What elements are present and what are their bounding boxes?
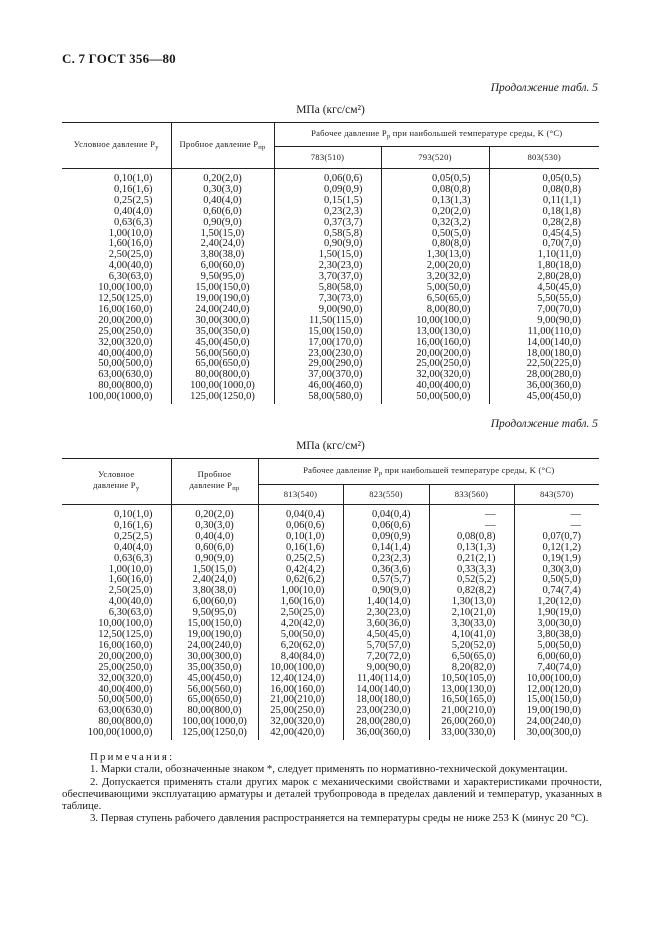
table-cell: 0,16(1,6) xyxy=(62,521,171,532)
table-cell: 4,20(42,0) xyxy=(258,619,343,630)
table-cell: 80,00(800,0) xyxy=(171,370,274,381)
table-cell: 6,00(60,0) xyxy=(171,597,258,608)
table-cell: 63,00(630,0) xyxy=(62,370,171,381)
note-item: 2. Допускается применять стали других марок с механическими свойствами и характеристиками прочности, обеспечивающими эксплуатацию арматуры и деталей трубопровода в пределах давлений и температур, указанных в таблице. xyxy=(62,775,602,813)
table-cell: 6,30(63,0) xyxy=(62,272,171,283)
table-cell: 125,00(1250,0) xyxy=(171,392,274,404)
table-cell: 2,30(23,0) xyxy=(343,608,429,619)
table-cell: 1,30(13,0) xyxy=(429,597,514,608)
table-cell: 2,80(28,0) xyxy=(489,272,599,283)
table-cell: 0,04(0,4) xyxy=(258,505,343,521)
table-cell: 100,00(1000,0) xyxy=(62,392,171,404)
table-cell: 3,70(37,0) xyxy=(274,272,381,283)
table-cell: 18,00(180,0) xyxy=(489,349,599,360)
table-cell: 0,30(3,0) xyxy=(171,521,258,532)
table-cell: 1,30(13,0) xyxy=(381,250,489,261)
table-row xyxy=(62,207,599,218)
table-cell: 0,63(6,3) xyxy=(62,218,171,229)
table-cell: 16,00(160,0) xyxy=(62,641,171,652)
table-cell: 1,00(10,0) xyxy=(62,229,171,240)
table-cell: 2,00(20,0) xyxy=(381,261,489,272)
table-cell: 5,00(50,0) xyxy=(514,641,599,652)
table-cell: 2,40(24,0) xyxy=(171,239,274,250)
table-cell: 12,40(124,0) xyxy=(258,674,343,685)
table-cell: 45,00(450,0) xyxy=(489,392,599,404)
table-cell: 45,00(450,0) xyxy=(171,674,258,685)
table-cell: 2,50(25,0) xyxy=(62,586,171,597)
table-cell: 10,00(100,0) xyxy=(258,663,343,674)
continuation-label-1: Продолжение табл. 5 xyxy=(490,82,598,94)
table-cell: 0,04(0,4) xyxy=(343,505,429,521)
table-cell: 0,63(6,3) xyxy=(62,554,171,565)
table-cell: 20,00(200,0) xyxy=(62,316,171,327)
table-cell: 40,00(400,0) xyxy=(381,381,489,392)
table-cell: 24,00(240,0) xyxy=(514,717,599,728)
table-row xyxy=(62,327,599,338)
table-cell: 7,00(70,0) xyxy=(489,305,599,316)
table-cell: 0,40(4,0) xyxy=(62,207,171,218)
table-cell: 36,00(360,0) xyxy=(343,728,429,740)
header-test-pressure: Пробное давление $P_{пр}$ xyxy=(171,123,274,169)
table-cell: 0,08(0,8) xyxy=(381,185,489,196)
table-cell: 21,00(210,0) xyxy=(429,706,514,717)
table-cell: 25,00(250,0) xyxy=(62,663,171,674)
table-cell: 13,00(130,0) xyxy=(429,685,514,696)
note-item: 3. Первая ступень рабочего давления распространяется на температуры среды не ниже 253 K (минус 20 °C). xyxy=(90,812,589,825)
table-cell: 0,12(1,2) xyxy=(514,543,599,554)
table-cell: 0,07(0,7) xyxy=(514,532,599,543)
table-cell: 0,18(1,8) xyxy=(489,207,599,218)
table-cell: 29,00(290,0) xyxy=(274,359,381,370)
table-cell: 10,50(105,0) xyxy=(429,674,514,685)
table-cell: 58,00(580,0) xyxy=(274,392,381,404)
header-conditional-pressure: Условное давление $P_y$ xyxy=(62,123,171,169)
table-cell: 0,57(5,7) xyxy=(343,575,429,586)
table-cell: 50,00(500,0) xyxy=(381,392,489,404)
table-cell: — xyxy=(429,505,514,521)
table-cell: 100,00(1000,0) xyxy=(62,728,171,740)
table-cell: 16,00(160,0) xyxy=(62,305,171,316)
note-item: 1. Марки стали, обозначенные знаком *, следует применять по нормативно-технической документации. xyxy=(90,763,568,776)
table-cell: 0,25(2,5) xyxy=(258,554,343,565)
table-cell: 0,82(8,2) xyxy=(429,586,514,597)
table-cell: 8,00(80,0) xyxy=(381,305,489,316)
pressure-table-1 xyxy=(62,122,599,404)
table-cell: 1,50(15,0) xyxy=(274,250,381,261)
header-temperature: 803(530) xyxy=(489,147,599,169)
table-cell: 19,00(190,0) xyxy=(514,706,599,717)
table-row xyxy=(62,674,599,685)
table-cell: 40,00(400,0) xyxy=(62,685,171,696)
table-row xyxy=(62,728,599,740)
page-header: С. 7 ГОСТ 356—80 xyxy=(62,51,176,66)
header-temperature: 813(540) xyxy=(258,485,343,505)
table-cell: 15,00(150,0) xyxy=(171,619,258,630)
header-test-pressure: Пробное давление $P_{пр}$ xyxy=(171,459,258,505)
table-cell: 0,25(2,5) xyxy=(62,196,171,207)
table-cell: 4,00(40,0) xyxy=(62,261,171,272)
table-cell: 0,08(0,8) xyxy=(489,185,599,196)
table-cell: 0,10(1,0) xyxy=(258,532,343,543)
table-cell: 30,00(300,0) xyxy=(171,652,258,663)
table-cell: 0,42(4,2) xyxy=(258,565,343,576)
table-cell: 36,00(360,0) xyxy=(489,381,599,392)
table-cell: 1,50(15,0) xyxy=(171,565,258,576)
table-cell: 14,00(140,0) xyxy=(489,338,599,349)
table-cell: 0,20(2,0) xyxy=(171,169,274,185)
table-cell: 50,00(500,0) xyxy=(62,359,171,370)
table-cell: 100,00(1000,0) xyxy=(171,717,258,728)
table-row xyxy=(62,392,599,404)
table-cell: 0,80(8,0) xyxy=(381,239,489,250)
table-cell: 100,00(1000,0) xyxy=(171,381,274,392)
table-cell: 28,00(280,0) xyxy=(489,370,599,381)
table-cell: 0,06(0,6) xyxy=(274,169,381,185)
table-cell: 15,00(150,0) xyxy=(274,327,381,338)
table-cell: 0,13(1,3) xyxy=(429,543,514,554)
table-cell: 2,30(23,0) xyxy=(274,261,381,272)
table-cell: 5,80(58,0) xyxy=(274,283,381,294)
table-cell: 5,70(57,0) xyxy=(343,641,429,652)
table-cell: 0,05(0,5) xyxy=(489,169,599,185)
table-cell: 4,50(45,0) xyxy=(343,630,429,641)
table-cell: 1,20(12,0) xyxy=(514,597,599,608)
table-cell: 0,90(9,0) xyxy=(171,554,258,565)
table-cell: 6,00(60,0) xyxy=(171,261,274,272)
header-conditional-pressure: Условное давление $P_y$ xyxy=(62,459,171,505)
header-temperature: 793(520) xyxy=(381,147,489,169)
table-cell: 3,80(38,0) xyxy=(514,630,599,641)
table-cell: 0,40(4,0) xyxy=(62,543,171,554)
table-cell: 14,00(140,0) xyxy=(343,685,429,696)
table-cell: 25,00(250,0) xyxy=(258,706,343,717)
table-cell: 6,50(65,0) xyxy=(381,294,489,305)
table-cell: 50,00(500,0) xyxy=(62,695,171,706)
table-cell: 1,00(10,0) xyxy=(62,565,171,576)
table-cell: 0,30(3,0) xyxy=(514,565,599,576)
table-cell: 9,00(90,0) xyxy=(274,305,381,316)
table-cell: 35,00(350,0) xyxy=(171,663,258,674)
table-cell: 0,15(1,5) xyxy=(274,196,381,207)
table-body xyxy=(62,169,599,405)
table-cell: — xyxy=(429,521,514,532)
table-cell: 40,00(400,0) xyxy=(62,349,171,360)
table-cell: 30,00(300,0) xyxy=(171,316,274,327)
table-cell: 9,50(95,0) xyxy=(171,272,274,283)
table-cell: 0,21(2,1) xyxy=(429,554,514,565)
table-cell: 12,50(125,0) xyxy=(62,630,171,641)
table-cell: 56,00(560,0) xyxy=(171,685,258,696)
table-cell: 1,60(16,0) xyxy=(62,239,171,250)
table-cell: 0,90(9,0) xyxy=(343,586,429,597)
table-cell: 0,23(2,3) xyxy=(343,554,429,565)
notes-title: Примечания: xyxy=(90,751,175,763)
continuation-label-2: Продолжение табл. 5 xyxy=(490,418,598,430)
table-cell: 28,00(280,0) xyxy=(343,717,429,728)
table-cell: 0,60(6,0) xyxy=(171,207,274,218)
table-cell: 6,50(65,0) xyxy=(429,652,514,663)
table-cell: 1,10(11,0) xyxy=(489,250,599,261)
table-cell: 0,14(1,4) xyxy=(343,543,429,554)
table-cell: 4,50(45,0) xyxy=(489,283,599,294)
table-cell: 7,20(72,0) xyxy=(343,652,429,663)
table-cell: 12,50(125,0) xyxy=(62,294,171,305)
header-temperature: 823(550) xyxy=(343,485,429,505)
header-working-pressure: Рабочее давление $P_p$ при наибольшей температуре среды, K (°C) xyxy=(258,459,599,485)
table-cell: 0,13(1,3) xyxy=(381,196,489,207)
table-cell: 24,00(240,0) xyxy=(171,305,274,316)
table-cell: 0,45(4,5) xyxy=(489,229,599,240)
table-cell: 24,00(240,0) xyxy=(171,641,258,652)
table-cell: 0,62(6,2) xyxy=(258,575,343,586)
table-cell: 0,90(9,0) xyxy=(274,239,381,250)
table-cell: 65,00(650,0) xyxy=(171,695,258,706)
table-cell: 6,00(60,0) xyxy=(514,652,599,663)
table-cell: 4,10(41,0) xyxy=(429,630,514,641)
table-cell: — xyxy=(514,521,599,532)
table-cell: 3,30(33,0) xyxy=(429,619,514,630)
table-cell: 16,50(165,0) xyxy=(429,695,514,706)
table-cell: 2,50(25,0) xyxy=(258,608,343,619)
table-cell: 23,00(230,0) xyxy=(343,706,429,717)
table-cell: 0,19(1,9) xyxy=(514,554,599,565)
table-cell: 1,90(19,0) xyxy=(514,608,599,619)
table-cell: 21,00(210,0) xyxy=(258,695,343,706)
table-cell: 10,00(100,0) xyxy=(62,619,171,630)
header-working-pressure: Рабочее давление $P_p$ при наибольшей температуре среды, K (°C) xyxy=(274,123,599,147)
table-cell: 45,00(450,0) xyxy=(171,338,274,349)
table-cell: 0,28(2,8) xyxy=(489,218,599,229)
table-cell: 0,05(0,5) xyxy=(381,169,489,185)
table-cell: 17,00(170,0) xyxy=(274,338,381,349)
table-row xyxy=(62,169,599,185)
table-cell: 80,00(800,0) xyxy=(62,381,171,392)
table-cell: 19,00(190,0) xyxy=(171,294,274,305)
table-row xyxy=(62,338,599,349)
table-cell: 3,20(32,0) xyxy=(381,272,489,283)
table-cell: 0,06(0,6) xyxy=(258,521,343,532)
table-cell: 0,90(9,0) xyxy=(171,218,274,229)
table-cell: 0,08(0,8) xyxy=(429,532,514,543)
table-cell: 20,00(200,0) xyxy=(62,652,171,663)
table-row xyxy=(62,543,599,554)
pressure-table-2 xyxy=(62,458,599,740)
table-cell: 32,00(320,0) xyxy=(258,717,343,728)
header-temperature: 843(570) xyxy=(514,485,599,505)
table-cell: 10,00(100,0) xyxy=(62,283,171,294)
header-temperature: 833(560) xyxy=(429,485,514,505)
table-cell: 80,00(800,0) xyxy=(171,706,258,717)
table-cell: 0,06(0,6) xyxy=(343,521,429,532)
table-cell: 33,00(330,0) xyxy=(429,728,514,740)
table-cell: 18,00(180,0) xyxy=(343,695,429,706)
table-cell: 16,00(160,0) xyxy=(381,338,489,349)
table-cell: 0,60(6,0) xyxy=(171,543,258,554)
table-cell: 0,16(1,6) xyxy=(258,543,343,554)
table-cell: 56,00(560,0) xyxy=(171,349,274,360)
table-cell: 0,20(2,0) xyxy=(171,505,258,521)
table-cell: 63,00(630,0) xyxy=(62,706,171,717)
table-row xyxy=(62,218,599,229)
table-cell: 5,20(52,0) xyxy=(429,641,514,652)
table-cell: 6,30(63,0) xyxy=(62,608,171,619)
table-row xyxy=(62,663,599,674)
table-cell: 0,09(0,9) xyxy=(274,185,381,196)
table-cell: 1,50(15,0) xyxy=(171,229,274,240)
table-cell: 25,00(250,0) xyxy=(381,359,489,370)
units-label-1: МПа (кгс/см²) xyxy=(296,104,365,116)
table-cell: 1,80(18,0) xyxy=(489,261,599,272)
table-cell: 32,00(320,0) xyxy=(62,338,171,349)
table-cell: 0,11(1,1) xyxy=(489,196,599,207)
table-cell: 9,00(90,0) xyxy=(343,663,429,674)
table-cell: 11,00(110,0) xyxy=(489,327,599,338)
table-cell: 0,16(1,6) xyxy=(62,185,171,196)
table-cell: 0,23(2,3) xyxy=(274,207,381,218)
table-cell: 3,60(36,0) xyxy=(343,619,429,630)
table-cell: 4,00(40,0) xyxy=(62,597,171,608)
table-cell: 10,00(100,0) xyxy=(381,316,489,327)
table-cell: 1,00(10,0) xyxy=(258,586,343,597)
table-cell: 0,58(5,8) xyxy=(274,229,381,240)
table-cell: 80,00(800,0) xyxy=(62,717,171,728)
table-cell: 0,09(0,9) xyxy=(343,532,429,543)
table-cell: 3,00(30,0) xyxy=(514,619,599,630)
table-cell: 0,50(5,0) xyxy=(381,229,489,240)
table-cell: 0,37(3,7) xyxy=(274,218,381,229)
table-cell: 0,33(3,3) xyxy=(429,565,514,576)
table-cell: 2,50(25,0) xyxy=(62,250,171,261)
table-cell: 20,00(200,0) xyxy=(381,349,489,360)
notes-section xyxy=(62,751,602,825)
table-cell: 0,40(4,0) xyxy=(171,196,274,207)
table-cell: 0,20(2,0) xyxy=(381,207,489,218)
table-cell: 15,00(150,0) xyxy=(514,695,599,706)
table-cell: 1,40(14,0) xyxy=(343,597,429,608)
table-cell: 11,40(114,0) xyxy=(343,674,429,685)
table-cell: 1,60(16,0) xyxy=(62,575,171,586)
table-cell: 5,50(55,0) xyxy=(489,294,599,305)
table-cell: 6,20(62,0) xyxy=(258,641,343,652)
table-cell: 7,30(73,0) xyxy=(274,294,381,305)
table-cell: 23,00(230,0) xyxy=(274,349,381,360)
table-cell: 9,00(90,0) xyxy=(489,316,599,327)
table-row xyxy=(62,505,599,521)
table-cell: 32,00(320,0) xyxy=(381,370,489,381)
table-cell: 7,40(74,0) xyxy=(514,663,599,674)
table-cell: 42,00(420,0) xyxy=(258,728,343,740)
table-cell: 0,25(2,5) xyxy=(62,532,171,543)
table-cell: 125,00(1250,0) xyxy=(171,728,258,740)
table-cell: 65,00(650,0) xyxy=(171,359,274,370)
table-cell: 0,52(5,2) xyxy=(429,575,514,586)
table-cell: 1,60(16,0) xyxy=(258,597,343,608)
table-cell: 3,80(38,0) xyxy=(171,250,274,261)
units-label-2: МПа (кгс/см²) xyxy=(296,440,365,452)
table-cell: 3,80(38,0) xyxy=(171,586,258,597)
table-cell: 46,00(460,0) xyxy=(274,381,381,392)
table-cell: 0,10(1,0) xyxy=(62,169,171,185)
table-cell: 2,10(21,0) xyxy=(429,608,514,619)
table-cell: 12,00(120,0) xyxy=(514,685,599,696)
table-cell: 10,00(100,0) xyxy=(514,674,599,685)
table-body xyxy=(62,505,599,741)
table-cell: 8,20(82,0) xyxy=(429,663,514,674)
table-cell: 0,10(1,0) xyxy=(62,505,171,521)
table-cell: 25,00(250,0) xyxy=(62,327,171,338)
table-cell: 30,00(300,0) xyxy=(514,728,599,740)
table-cell: 8,40(84,0) xyxy=(258,652,343,663)
table-cell: 2,40(24,0) xyxy=(171,575,258,586)
table-cell: — xyxy=(514,505,599,521)
table-cell: 0,70(7,0) xyxy=(489,239,599,250)
table-cell: 11,50(115,0) xyxy=(274,316,381,327)
table-cell: 0,36(3,6) xyxy=(343,565,429,576)
table-row xyxy=(62,554,599,565)
table-cell: 15,00(150,0) xyxy=(171,283,274,294)
table-cell: 0,40(4,0) xyxy=(171,532,258,543)
table-cell: 26,00(260,0) xyxy=(429,717,514,728)
table-cell: 37,00(370,0) xyxy=(274,370,381,381)
table-cell: 35,00(350,0) xyxy=(171,327,274,338)
table-cell: 32,00(320,0) xyxy=(62,674,171,685)
table-cell: 0,74(7,4) xyxy=(514,586,599,597)
table-cell: 9,50(95,0) xyxy=(171,608,258,619)
table-cell: 5,00(50,0) xyxy=(381,283,489,294)
table-cell: 22,50(225,0) xyxy=(489,359,599,370)
table-cell: 5,00(50,0) xyxy=(258,630,343,641)
header-temperature: 783(510) xyxy=(274,147,381,169)
table-cell: 13,00(130,0) xyxy=(381,327,489,338)
table-cell: 19,00(190,0) xyxy=(171,630,258,641)
table-cell: 16,00(160,0) xyxy=(258,685,343,696)
table-cell: 0,32(3,2) xyxy=(381,218,489,229)
table-cell: 0,50(5,0) xyxy=(514,575,599,586)
table-cell: 0,30(3,0) xyxy=(171,185,274,196)
